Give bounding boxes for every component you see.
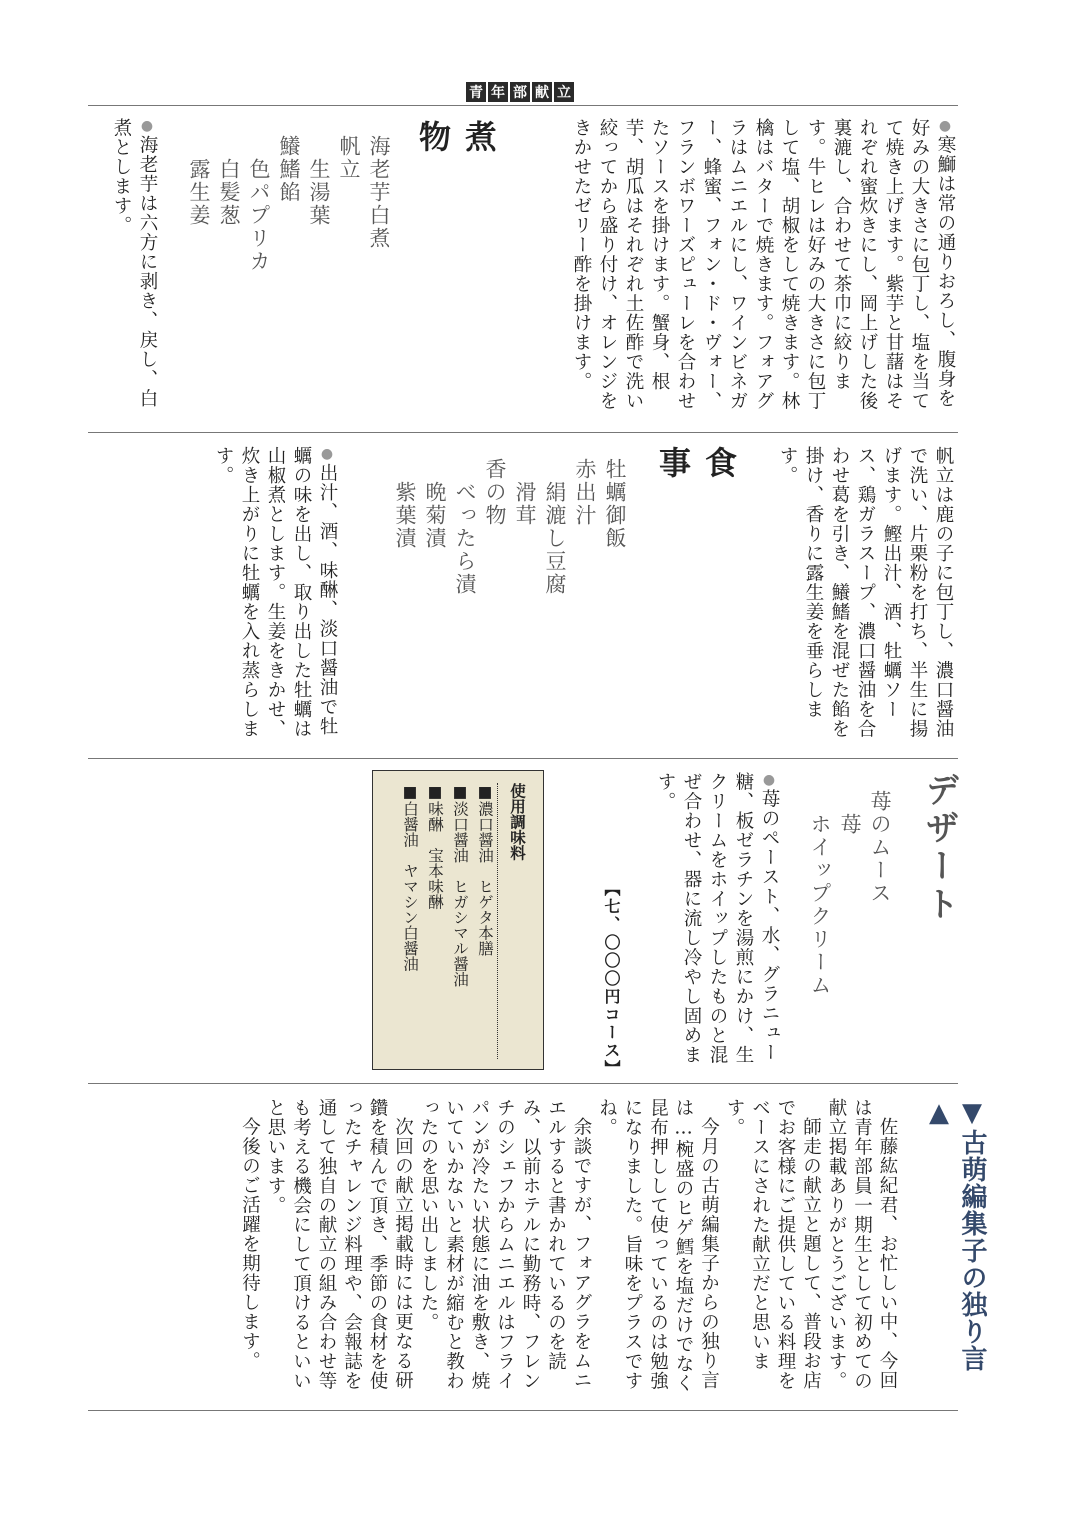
dish-item: ホイップクリーム <box>808 790 832 997</box>
nimono-note: ● 海老芋は六方に剥き、戻し、白煮とします。 <box>100 118 160 426</box>
seasoning-item: ■淡口醤油 ヒガシマル醤油 <box>451 783 469 987</box>
divider <box>88 1410 958 1411</box>
divider <box>88 1083 958 1084</box>
divider <box>88 758 958 759</box>
header-char: 献 <box>532 82 552 102</box>
column-paragraph: 今月の古萌編集子からの独り言は…椀盛のヒゲ鱈を塩だけでなく昆布押しして使っているのは勉強になりました。旨味をプラスですね。 <box>596 1098 720 1393</box>
dish-item: 香の物 <box>483 458 507 527</box>
seasoning-item: ■濃口醤油 ヒゲタ本膳 <box>476 783 494 956</box>
dish-item: 紫葉漬 <box>393 458 417 550</box>
shokuji-dish-list <box>388 458 630 748</box>
seasonings-list <box>397 783 497 1059</box>
seasonings-title: 使用調味料 <box>497 783 529 1059</box>
header-char: 青 <box>466 82 486 102</box>
divider <box>88 432 958 433</box>
dish-item: 苺のムース <box>868 790 892 905</box>
nimono-title: 煮 物 <box>414 120 498 220</box>
dish-item: 苺 <box>838 790 862 836</box>
header-char: 年 <box>488 82 508 102</box>
dish-item: 白髪葱 <box>217 135 241 227</box>
column-title: ▼古萌編集子の独り言▲ <box>924 1098 987 1372</box>
seasonings-box <box>372 770 544 1070</box>
seasoning-item: ■味醂 宝本味醂 <box>426 783 444 910</box>
column-paragraph: 佐藤紘紀君、お忙しい中、今回は青年部員一期生として初めての献立掲載ありがとうございます。 <box>826 1098 898 1391</box>
dish-item: べったら漬 <box>453 458 477 596</box>
dish-item: 色パプリカ <box>247 135 271 273</box>
dish-item: 絹漉し豆腐 <box>543 458 567 596</box>
header-char: 部 <box>510 82 530 102</box>
column-paragraph: 余談ですが、フォアグラをムニエルすると書かれているのを読み、以前ホテルに勤務時、フレンチのシェフからムニエルはフライパンが冷たい状態に油を敷き、焼いていかないと素材が縮むと教わったのを思い出しました。 <box>418 1098 592 1391</box>
shokuji-title: 食 事 <box>654 446 738 546</box>
nimono-dish-list <box>182 135 394 425</box>
dish-item: 海老芋白煮 <box>367 135 391 250</box>
shokuji-intro-text: 帆立は鹿の子に包丁し、濃口醤油で洗い、片栗粉を打ち、半生に揚げます。鰹出汁、酒、牡蠣ソース、鶏ガラスープ、濃口醤油を合わせ葛を引き、鱶鰭を混ぜた餡を掛け、香りに露生姜を垂らします。 <box>777 446 954 739</box>
course-price: 【七、〇〇〇円コース】 <box>602 880 621 1078</box>
dish-item: 鱶鰭餡 <box>277 135 301 204</box>
dish-item: 生湯葉 <box>307 135 331 227</box>
dessert-dish-list <box>805 790 895 1070</box>
column-paragraph: 次回の献立掲載時には更なる研鑽を積んで頂き、季節の食材を使ったチャレンジ料理や、会報誌を通して独自の献立の組み合わせ等も考える機会にして頂けるといいと思います。 <box>265 1098 414 1391</box>
nimono-intro-text: ● 寒鰤は常の通りおろし、腹身を好みの大きさに包丁し、塩を当てて焼き上げます。紫芋と甘藷はそれぞれ蜜炊きにし、岡上げした後裏漉し、合わせて茶巾に絞ります。牛ヒレは好みの大きさに包丁して塩、胡椒をして焼きます。林檎はバターで焼きます。フォアグラはムニエルにし、ワインビネガー、蜂蜜、フォン・ド・ヴォー、フランボワーズピューレを合わせたソースを掛けます。蟹身、根芋、胡瓜はそれぞれ土佐酢で洗い絞ってから盛り付け、オレンジをきかせたゼリー酢を掛けます。 <box>512 118 958 426</box>
section-header <box>466 82 574 102</box>
dish-item: 滑茸 <box>513 458 537 527</box>
dessert-title: デザート <box>919 772 959 924</box>
dish-item: 露生姜 <box>187 135 211 227</box>
column-paragraph: 師走の献立と題して、普段お店でお客様にご提供している料理をベースにされた献立だと思います。 <box>724 1098 822 1391</box>
dish-item: 晩菊漬 <box>423 458 447 550</box>
column-body <box>120 1098 900 1398</box>
divider <box>88 105 958 106</box>
column-paragraph: 今後のご活躍を期待します。 <box>239 1116 261 1370</box>
dish-item: 牡蠣御飯 <box>603 458 627 550</box>
shokuji-note: ● 出汁、酒、味醂、淡口醤油で牡蠣の味を出し、取り出した牡蠣は山椒煮とします。生姜をきかせ、炊き上がりに牡蠣を入れ蒸らします。 <box>190 446 340 752</box>
dish-item: 赤出汁 <box>573 458 597 527</box>
seasoning-item: ■白醤油 ヤマシン白醤油 <box>401 783 419 972</box>
dessert-note: ● 苺のペースト、水、グラニュー糖、板ゼラチンを湯煎にかけ、生クリームをホイップしたものと混ぜ合わせ、器に流し冷やし固めます。 <box>662 772 782 1072</box>
header-char: 立 <box>554 82 574 102</box>
dish-item: 帆立 <box>337 135 361 181</box>
